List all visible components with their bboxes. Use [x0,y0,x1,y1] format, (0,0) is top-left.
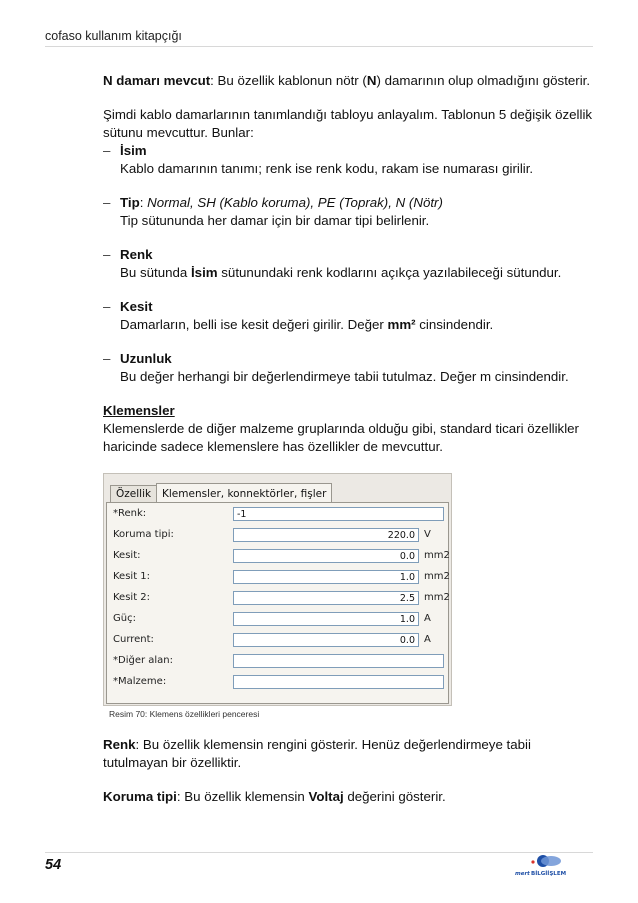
section-title: Klemensler [103,403,175,418]
svg-text:BİLGİİŞLEM: BİLGİİŞLEM [531,871,567,877]
kesit-2-input[interactable]: 2.5 [233,591,419,605]
field-row-kesit-1: Kesit 1: 1.0 mm2 [113,571,450,583]
field-row-current: Current: 0.0 A [113,634,431,646]
section-paragraph: Klemenslerde de diğer malzeme gruplarında olduğu gibi, standard ticari özellikler haricinde sadece klemenslere has özellikler de mevcuttur. [103,421,579,454]
list-item: – Kesit Damarların, belli ise kesit değeri girilir. Değer mm² cinsindendir. [103,299,494,332]
figure-caption: Resim 70: Klemens özellikleri penceresi [109,709,260,719]
logo-icon [513,853,583,883]
malzeme-input[interactable] [233,675,444,689]
svg-text:mert: mert [515,871,530,877]
list-item: – Uzunluk Bu değer herhangi bir değerlendirmeye tabii tutulmaz. Değer m cinsindendir. [103,351,569,384]
header-rule [45,46,593,47]
field-row-diger-alan: *Diğer alan: [113,654,443,669]
current-input[interactable]: 0.0 [233,633,419,647]
footer-rule [45,852,593,853]
list-item: – Renk Bu sütunda İsim sütunundaki renk kodlarını açıkça yazılabileceği sütundur. [103,247,562,280]
kesit-input[interactable]: 0.0 [233,549,419,563]
mert-bilgiislem-logo [513,853,583,883]
koruma-tipi-input[interactable]: 220.0 [233,528,419,542]
page-number: 54 [45,857,62,873]
field-row-renk: *Renk: -1 [113,507,443,522]
page-content [103,72,595,472]
tab-ozellik[interactable]: Özellik [110,485,157,503]
guc-input[interactable]: 1.0 [233,612,419,626]
diger-alan-input[interactable] [233,654,444,668]
term-n-damari: N damarı mevcut [103,73,211,88]
tab-klemensler[interactable]: Klemensler, konnektörler, fişler [156,483,332,504]
kesit-1-input[interactable]: 1.0 [233,570,419,584]
renk-input[interactable]: -1 [233,507,444,521]
field-row-kesit: Kesit: 0.0 mm2 [113,550,450,562]
field-row-koruma-tipi: Koruma tipi: 220.0 V [113,529,431,541]
paragraph-koruma-tipi: Koruma tipi: Bu özellik klemensin Voltaj değerini gösterir. [103,789,446,804]
running-header: cofaso kullanım kitapçığı [45,29,182,43]
paragraph-renk: Renk: Bu özellik klemensin rengini gösterir. Henüz değerlendirmeye tabii tutulmayan bir özelliktir. [103,737,531,770]
paragraph-intro: Şimdi kablo damarlarının tanımlandığı tabloyu anlayalım. Tablonun 5 değişik özellik sütunu mevcuttur. Bunlar: [103,107,593,140]
properties-panel [106,502,449,704]
list-item: – İsim Kablo damarının tanımı; renk ise renk kodu, rakam ise numarası girilir. [103,143,534,176]
klemens-properties-dialog [103,473,452,706]
paragraph-n-damari: N damarı mevcut: Bu özellik kablonun nötr (N) damarının olup olmadığını gösterir. [103,73,591,88]
page-content-lower [103,736,595,822]
field-row-guc: Güç: 1.0 A [113,613,431,625]
field-row-kesit-2: Kesit 2: 2.5 mm2 [113,592,450,604]
list-item: – Tip: Normal, SH (Kablo koruma), PE (Toprak), N (Nötr) Tip sütununda her damar için bir damar tipi belirlenir. [103,195,443,228]
field-row-malzeme: *Malzeme: [113,675,443,690]
